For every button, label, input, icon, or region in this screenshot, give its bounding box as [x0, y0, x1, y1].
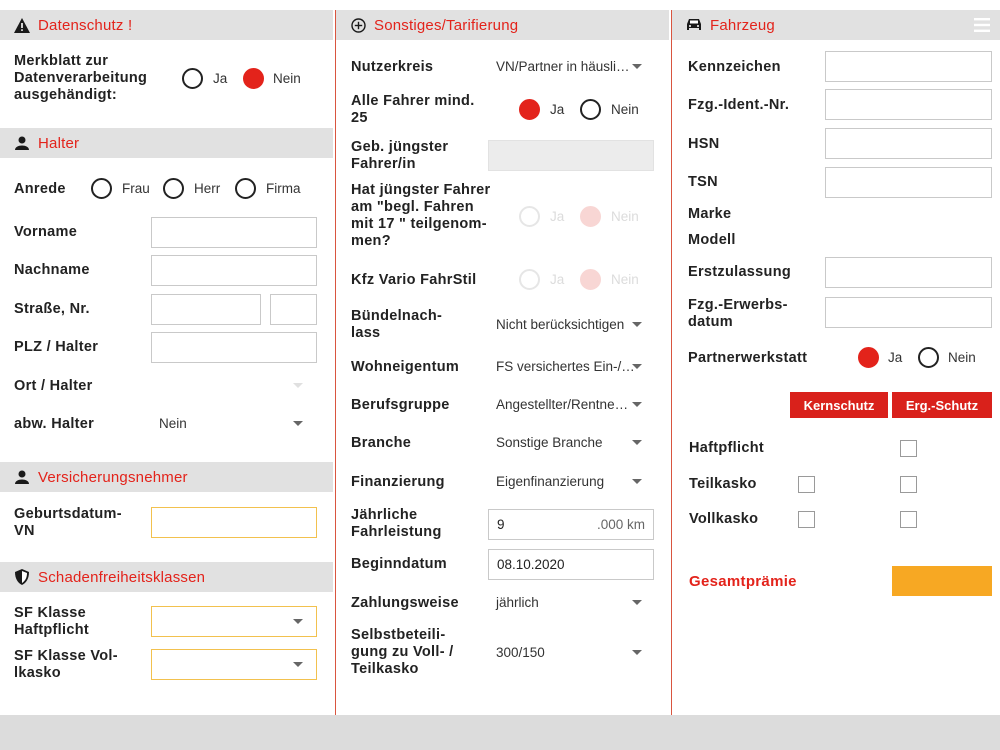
finanzierung-value: Eigenfinanzierung	[496, 474, 605, 489]
vario-nein-label: Nein	[611, 272, 639, 287]
section-header-fahrzeug	[672, 10, 1000, 40]
geburtsdatum-input[interactable]	[151, 507, 317, 538]
strasse-label: Straße, Nr.	[14, 301, 90, 317]
geb-juengster-label: Geb. jüngster Fahrer/in	[351, 139, 449, 172]
selbstbeteiligung-chevron-icon[interactable]	[632, 650, 642, 655]
section-header-datenschutz	[0, 10, 333, 40]
fin-input[interactable]	[825, 89, 992, 120]
berufsgruppe-select[interactable]	[488, 389, 638, 420]
section-title: Versicherungsnehmer	[38, 468, 188, 486]
partnerwerkstatt-nein-radio[interactable]	[918, 347, 939, 368]
wohneigentum-chevron-icon[interactable]	[632, 364, 642, 369]
person-icon	[14, 469, 30, 485]
branche-select[interactable]	[488, 427, 638, 458]
nachname-label: Nachname	[14, 262, 90, 278]
zahlungsweise-value: jährlich	[496, 595, 539, 610]
vario-nein-radio[interactable]	[580, 269, 601, 290]
selbstbeteiligung-select[interactable]	[488, 637, 638, 668]
anrede-label: Anrede	[14, 181, 66, 197]
selbstbeteiligung-value: 300/150	[496, 645, 545, 660]
erstzulassung-label: Erstzulassung	[688, 264, 792, 280]
teilkasko-kern-checkbox[interactable]	[798, 476, 815, 493]
buendel-label: Bündelnach- lass	[351, 308, 443, 341]
beginndatum-value: 08.10.2020	[497, 557, 565, 572]
vario-ja-radio[interactable]	[519, 269, 540, 290]
begl-fahren-nein-radio[interactable]	[580, 206, 601, 227]
erstzulassung-input[interactable]	[825, 257, 992, 288]
geb-juengster-input[interactable]	[488, 140, 654, 171]
anrede-frau-label: Frau	[122, 181, 150, 196]
car-icon	[686, 17, 702, 33]
fahrleistung-value: 9	[497, 517, 505, 532]
erg-schutz-button[interactable]: Erg.-Schutz	[892, 392, 992, 418]
branche-value: Sonstige Branche	[496, 435, 603, 450]
nutzerkreis-label: Nutzerkreis	[351, 59, 434, 75]
finanzierung-chevron-icon[interactable]	[632, 479, 642, 484]
partnerwerkstatt-ja-label: Ja	[888, 350, 903, 365]
haftpflicht-label: Haftpflicht	[689, 440, 764, 456]
vario-label: Kfz Vario FahrStil	[351, 272, 477, 288]
kernschutz-button[interactable]: Kernschutz	[790, 392, 888, 418]
berufsgruppe-value: Angestellter/Rentne…	[496, 397, 629, 412]
section-header-sonstiges	[336, 10, 669, 40]
section-title: Datenschutz !	[38, 16, 133, 34]
top-spacer	[0, 0, 1000, 10]
nutzerkreis-value: VN/Partner in häusli…	[496, 59, 630, 74]
anrede-herr-label: Herr	[194, 181, 221, 196]
erwerbsdatum-input[interactable]	[825, 297, 992, 328]
branche-chevron-icon[interactable]	[632, 440, 642, 445]
nutzerkreis-select[interactable]	[488, 51, 638, 82]
finanzierung-label: Finanzierung	[351, 474, 445, 490]
column-middle	[335, 10, 669, 715]
column-right	[671, 10, 1000, 715]
person-icon	[14, 135, 30, 151]
vario-ja-label: Ja	[550, 272, 565, 287]
teilkasko-erg-checkbox[interactable]	[900, 476, 917, 493]
datenschutz-ja-label: Ja	[213, 71, 228, 86]
anrede-firma-label: Firma	[266, 181, 301, 196]
strasse-input[interactable]	[151, 294, 261, 325]
hsn-input[interactable]	[825, 128, 992, 159]
begl-fahren-nein-label: Nein	[611, 209, 639, 224]
section-title: Schadenfreiheitsklassen	[38, 568, 206, 586]
anrede-herr-radio[interactable]	[163, 178, 184, 199]
beginndatum-input[interactable]	[488, 549, 654, 580]
plz-input[interactable]	[151, 332, 317, 363]
vorname-label: Vorname	[14, 224, 78, 240]
nutzerkreis-chevron-icon[interactable]	[632, 64, 642, 69]
tsn-label: TSN	[688, 174, 718, 190]
geburtsdatum-label: Geburtsdatum- VN	[14, 506, 122, 539]
fahrleistung-label: Jährliche Fahrleistung	[351, 507, 442, 540]
hausnummer-input[interactable]	[270, 294, 317, 325]
zahlungsweise-select[interactable]	[488, 587, 638, 618]
wohneigentum-value: FS versichertes Ein-/…	[496, 359, 635, 374]
finanzierung-select[interactable]	[488, 466, 638, 497]
begl-fahren-ja-label: Ja	[550, 209, 565, 224]
partnerwerkstatt-label: Partnerwerkstatt	[688, 350, 808, 366]
section-title: Fahrzeug	[710, 16, 775, 34]
abw-halter-value: Nein	[159, 416, 187, 431]
datenschutz-nein-radio[interactable]	[243, 68, 264, 89]
datenschutz-ja-radio[interactable]	[182, 68, 203, 89]
kennzeichen-input[interactable]	[825, 51, 992, 82]
zahlungsweise-chevron-icon[interactable]	[632, 600, 642, 605]
datenschutz-nein-label: Nein	[273, 71, 301, 86]
teilkasko-label: Teilkasko	[689, 476, 757, 492]
partnerwerkstatt-nein-label: Nein	[948, 350, 976, 365]
footer-bar	[0, 715, 1000, 750]
vollkasko-label: Vollkasko	[689, 511, 759, 527]
anrede-frau-radio[interactable]	[91, 178, 112, 199]
nachname-input[interactable]	[151, 255, 317, 286]
alle-fahrer-nein-label: Nein	[611, 102, 639, 117]
sf-haftpflicht-label: SF Klasse Haftpflicht	[14, 605, 89, 638]
fahrleistung-unit: .000 km	[596, 517, 645, 532]
plz-label: PLZ / Halter	[14, 339, 99, 355]
tsn-input[interactable]	[825, 167, 992, 198]
selbstbeteiligung-label: Selbstbeteili- gung zu Voll- / Teilkasko	[351, 627, 454, 677]
ort-dropdown-chevron-icon[interactable]	[293, 383, 303, 388]
merkblatt-label: Merkblatt zur Datenverarbeitung ausgehändigt:	[14, 53, 148, 103]
fahrleistung-input[interactable]	[488, 509, 654, 540]
buendel-chevron-icon[interactable]	[632, 322, 642, 327]
buendel-select[interactable]	[488, 309, 638, 340]
zahlungsweise-label: Zahlungsweise	[351, 595, 459, 611]
column-left	[0, 10, 333, 715]
section-title: Halter	[38, 134, 80, 152]
haftpflicht-erg-checkbox[interactable]	[900, 440, 917, 457]
wohneigentum-label: Wohneigentum	[351, 359, 460, 375]
section-title: Sonstiges/Tarifierung	[374, 16, 519, 34]
partnerwerkstatt-ja-radio[interactable]	[858, 347, 879, 368]
section-header-schadenfreiheitsklassen	[0, 562, 333, 592]
alle-fahrer-ja-radio[interactable]	[519, 99, 540, 120]
section-header-halter	[0, 128, 333, 158]
fin-label: Fzg.-Ident.-Nr.	[688, 97, 790, 113]
alle-fahrer-nein-radio[interactable]	[580, 99, 601, 120]
buendel-value: Nicht berücksichtigen	[496, 317, 625, 332]
sf-haftpflicht-chevron-icon[interactable]	[293, 619, 303, 624]
hamburger-menu-icon[interactable]	[974, 18, 990, 37]
vollkasko-erg-checkbox[interactable]	[900, 511, 917, 528]
begl-fahren-label: Hat jüngster Fahrer am "begl. Fahren mit 17 " teilgenom- men?	[351, 182, 491, 249]
alle-fahrer-label: Alle Fahrer mind. 25	[351, 93, 475, 126]
gesamtpraemie-label: Gesamtprämie	[689, 573, 797, 590]
sf-vollkasko-label: SF Klasse Vol- lkasko	[14, 648, 118, 681]
berufsgruppe-chevron-icon[interactable]	[632, 402, 642, 407]
modell-label: Modell	[688, 232, 736, 248]
shield-icon	[14, 569, 30, 585]
gesamtpraemie-value-box	[892, 566, 992, 596]
vorname-input[interactable]	[151, 217, 317, 248]
abw-halter-chevron-icon[interactable]	[293, 421, 303, 426]
vollkasko-kern-checkbox[interactable]	[798, 511, 815, 528]
section-header-versicherungsnehmer	[0, 462, 333, 492]
wohneigentum-select[interactable]	[488, 351, 638, 382]
abw-halter-label: abw. Halter	[14, 416, 95, 432]
kennzeichen-label: Kennzeichen	[688, 59, 781, 75]
berufsgruppe-label: Berufsgruppe	[351, 397, 450, 413]
sf-vollkasko-chevron-icon[interactable]	[293, 662, 303, 667]
beginndatum-label: Beginndatum	[351, 556, 447, 572]
hsn-label: HSN	[688, 136, 720, 152]
warning-icon	[14, 17, 30, 33]
begl-fahren-ja-radio[interactable]	[519, 206, 540, 227]
marke-label: Marke	[688, 206, 732, 222]
anrede-firma-radio[interactable]	[235, 178, 256, 199]
ort-label: Ort / Halter	[14, 378, 93, 394]
alle-fahrer-ja-label: Ja	[550, 102, 565, 117]
branche-label: Branche	[351, 435, 412, 451]
plus-circle-icon	[350, 17, 366, 33]
erwerbsdatum-label: Fzg.-Erwerbs- datum	[688, 297, 788, 330]
